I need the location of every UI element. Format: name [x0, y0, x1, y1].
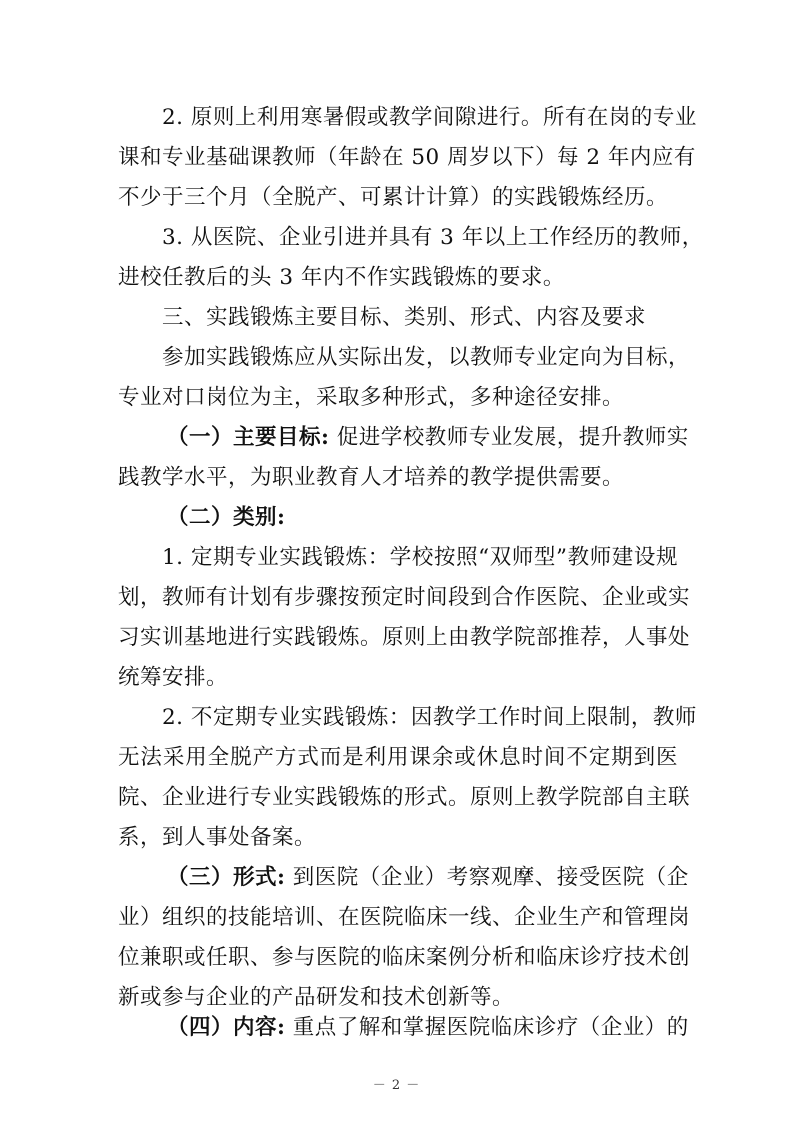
- subheading-label: （三）形式:: [167, 865, 286, 890]
- paragraph-line: 进校任教后的头 3 年内不作实践锻炼的要求。: [118, 265, 565, 290]
- paragraph-line: 2. 不定期专业实践锻炼：因教学工作时间上限制，教师: [162, 705, 697, 730]
- paragraph-line: 院、企业进行专业实践锻炼的形式。原则上教学院部自主联: [118, 785, 691, 810]
- paragraph-line: [167, 423, 689, 453]
- paragraph-line: 位兼职或任职、参与医院的临床案例分析和临床诊疗技术创: [118, 945, 691, 970]
- paragraph-line: [167, 503, 678, 533]
- paragraph-text: 到医院（企业）考察观摩、接受医院（企: [285, 865, 689, 890]
- subheading-label: （一）主要目标:: [167, 425, 330, 450]
- subheading-label: （四）内容:: [167, 1015, 286, 1040]
- paragraph-line: 划，教师有计划有步骤按预定时间段到合作医院、企业或实: [118, 585, 691, 610]
- paragraph-line: 新或参与企业的产品研发和技术创新等。: [118, 985, 515, 1010]
- paragraph-line: 不少于三个月（全脱产、可累计计算）的实践锻炼经历。: [118, 185, 669, 210]
- paragraph-line: 1. 定期专业实践锻炼：学校按照“双师型”教师建设规: [162, 545, 678, 570]
- subheading-label: （二）类别:: [167, 505, 286, 530]
- paragraph-line: 习实训基地进行实践锻炼。原则上由教学院部推荐，人事处: [118, 625, 691, 650]
- paragraph-line: 践教学水平，为职业教育人才培养的教学提供需要。: [118, 465, 625, 490]
- paragraph-line: [167, 863, 689, 893]
- paragraph-line: 专业对口岗位为主，采取多种形式，多种途径安排。: [118, 385, 625, 410]
- paragraph-line: 课和专业基础课教师（年龄在 50 周岁以下）每 2 年内应有: [118, 145, 696, 170]
- section-heading: 三、实践锻炼主要目标、类别、形式、内容及要求: [162, 305, 647, 330]
- paragraph-line: 参加实践锻炼应从实际出发，以教师专业定向为目标，: [162, 345, 691, 370]
- paragraph-line: 3. 从医院、企业引进并具有 3 年以上工作经历的教师，: [162, 225, 704, 250]
- paragraph-line: 业）组织的技能培训、在医院临床一线、企业生产和管理岗: [118, 905, 691, 930]
- paragraph-line: [167, 1013, 689, 1043]
- paragraph-line: 无法采用全脱产方式而是利用课余或休息时间不定期到医: [118, 745, 678, 770]
- paragraph-text: 重点了解和掌握医院临床诊疗（企业）的: [285, 1015, 689, 1040]
- paragraph-line: 系，到人事处备案。: [118, 825, 317, 850]
- paragraph-line: 统筹安排。: [118, 665, 229, 690]
- page-number: － 2 －: [372, 1078, 421, 1093]
- paragraph-line: 2. 原则上利用寒暑假或教学间隙进行。所有在岗的专业: [162, 105, 697, 130]
- paragraph-text: 促进学校教师专业发展，提升教师实: [329, 425, 689, 450]
